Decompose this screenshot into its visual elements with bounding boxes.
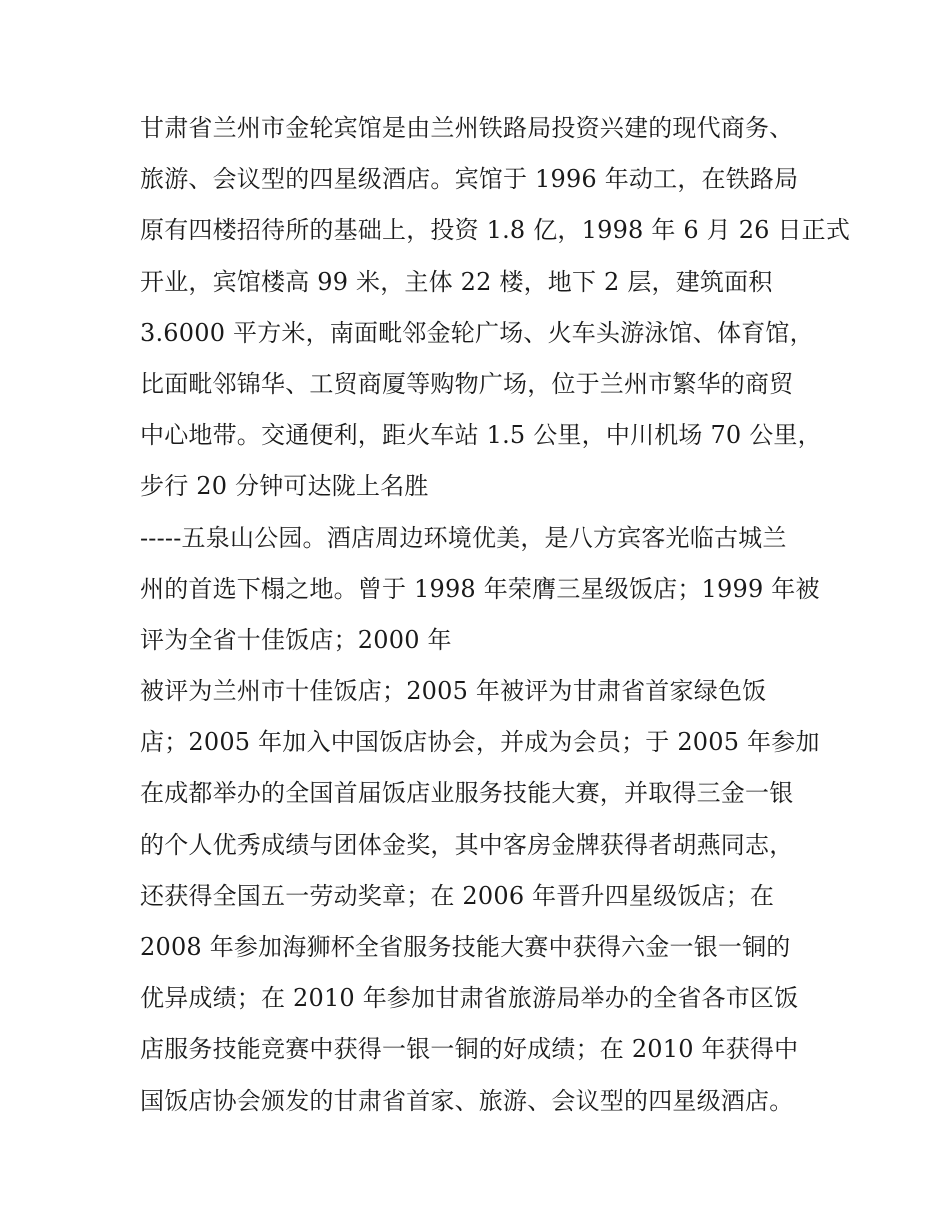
- text-line: 店；2005 年加入中国饭店协会，并成为会员；于 2005 年参加: [140, 728, 820, 757]
- text-line: 店服务技能竞赛中获得一银一铜的好成绩；在 2010 年获得中: [140, 1035, 799, 1064]
- text-line: -----五泉山公园。酒店周边环境优美，是八方宾客光临古城兰: [140, 523, 787, 552]
- text-line: 评为全省十佳饭店；2000 年: [140, 625, 452, 654]
- text-line: 的个人优秀成绩与团体金奖，其中客房金牌获得者胡燕同志，: [140, 830, 794, 859]
- text-line: 在成都举办的全国首届饭店业服务技能大赛，并取得三金一银: [140, 779, 794, 808]
- text-line: 中心地带。交通便利，距火车站 1.5 公里，中川机场 70 公里，: [140, 421, 822, 450]
- body-text: [140, 103, 851, 1127]
- text-line: 2008 年参加海狮杯全省服务技能大赛中获得六金一银一铜的: [140, 933, 791, 961]
- text-line: 被评为兰州市十佳饭店；2005 年被评为甘肃省首家绿色饭: [140, 677, 767, 706]
- text-line: 州的首选下榻之地。曾于 1998 年荣膺三星级饭店；1999 年被: [140, 574, 820, 603]
- text-line: 优异成绩；在 2010 年参加甘肃省旅游局举办的全省各市区饭: [140, 984, 799, 1013]
- text-line: 开业，宾馆楼高 99 米，主体 22 楼，地下 2 层，建筑面积: [140, 267, 773, 296]
- text-line: 比面毗邻锦华、工贸商厦等购物广场，位于兰州市繁华的商贸: [140, 369, 794, 398]
- text-line: 旅游、会议型的四星级酒店。宾馆于 1996 年动工，在铁路局: [140, 165, 799, 194]
- text-line: 还获得全国五一劳动奖章；在 2006 年晋升四星级饭店；在: [140, 881, 775, 910]
- text-line: 甘肃省兰州市金轮宾馆是由兰州铁路局投资兴建的现代商务、: [140, 114, 794, 142]
- text-line: 国饭店协会颁发的甘肃省首家、旅游、会议型的四星级酒店。: [140, 1086, 794, 1115]
- text-line: 步行 20 分钟可达陇上名胜: [140, 472, 429, 501]
- text-line: 3.6000 平方米，南面毗邻金轮广场、火车头游泳馆、体育馆，: [140, 318, 814, 347]
- text-line: 原有四楼招待所的基础上，投资 1.8 亿，1998 年 6 月 26 日正式: [140, 216, 851, 245]
